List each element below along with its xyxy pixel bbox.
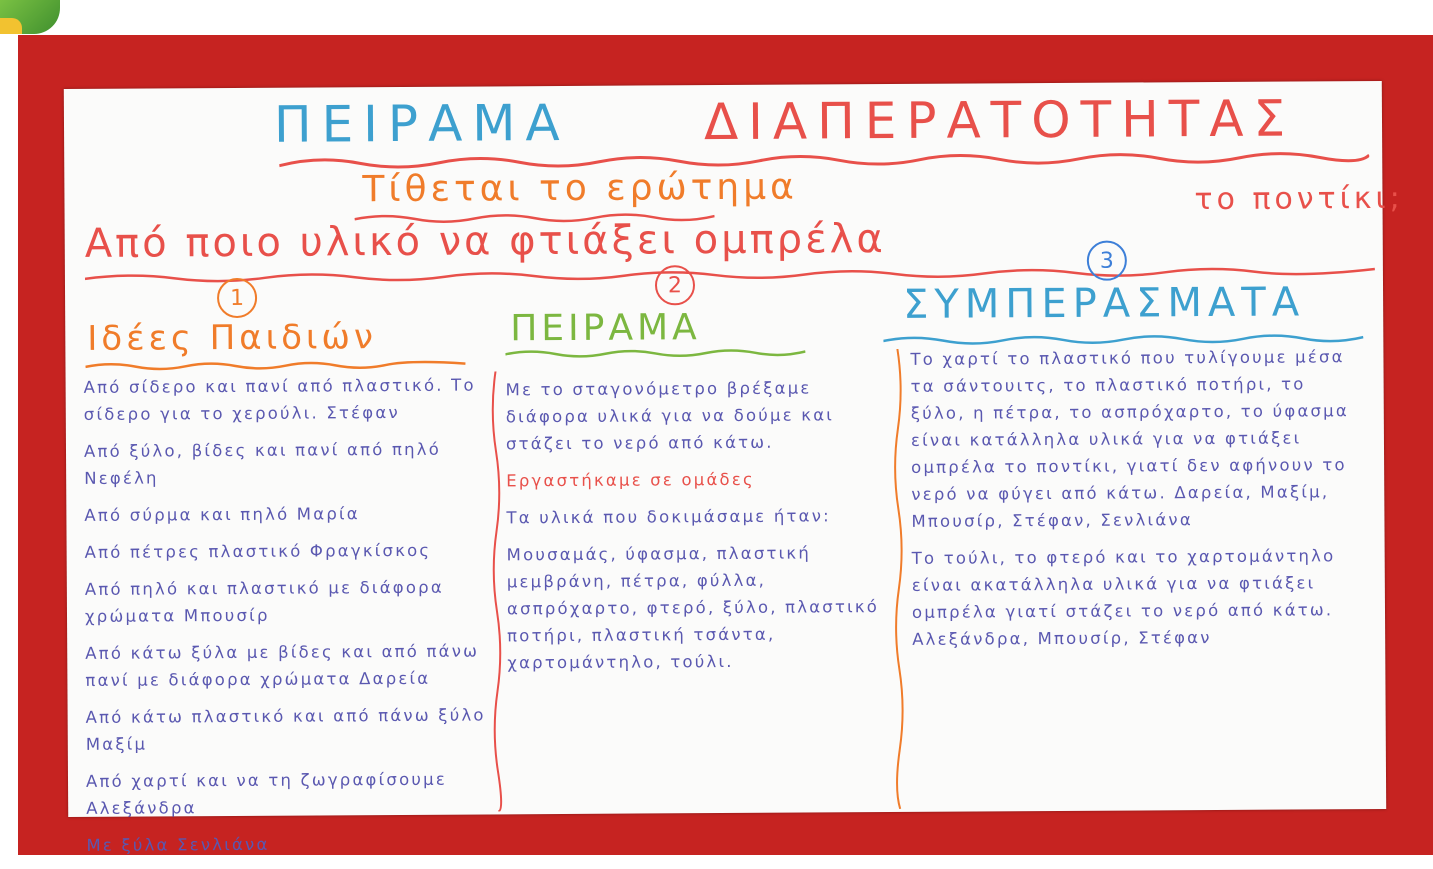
poster-subtitle: Τίθεται το ερώτημα bbox=[362, 166, 798, 211]
ideas-line: Από χαρτί και να τη ζωγραφίσουμε Αλεξάνδρα bbox=[85, 769, 447, 818]
conclusions-heading: ΣΥΜΠΕΡΑΣΜΑΤΑ bbox=[902, 279, 1306, 328]
ideas-column bbox=[84, 371, 492, 868]
ideas-line: Από κάτω πλαστικό και από πάνω ξύλο Μαξίμ bbox=[85, 705, 486, 754]
poster-question: Από ποιο υλικό να φτιάξει ομπρέλα bbox=[84, 216, 886, 267]
experiment-column bbox=[506, 374, 893, 686]
experiment-heading: ΠΕΙΡΑΜΑ bbox=[510, 307, 701, 350]
section-number-2: 2 bbox=[655, 265, 695, 305]
ideas-heading: Ιδέες Παιδιών bbox=[87, 317, 378, 359]
ideas-line: Από ξύλο, βίδες και πανί από πηλό Νεφέλη bbox=[83, 439, 442, 488]
ideas-line: Με ξύλα Σενλιάνα bbox=[86, 834, 270, 855]
section-number-1: 1 bbox=[217, 278, 257, 318]
experiment-line: Με το σταγονόμετρο βρέξαμε διάφορα υλικά για να δούμε και στάζει το νερό από κάτω. bbox=[505, 378, 835, 454]
ideas-line: Από πηλό και πλαστικό με διάφορα χρώματα Μπουσίρ bbox=[84, 577, 444, 626]
experiment-line: Τα υλικά που δοκιμάσαμε ήταν: bbox=[506, 506, 831, 528]
ideas-line: Από σίδερο και πανί από πλαστικό. Το σίδερο για το χερούλι. Στέφαν bbox=[83, 375, 476, 424]
ideas-line: Από πέτρες πλαστικό Φραγκίσκος bbox=[84, 540, 432, 562]
ideas-line: Από κάτω ξύλα με βίδες και από πάνω πανί με διάφορα χρώματα Δαρεία bbox=[85, 641, 480, 690]
experiment-line: Μουσαμάς, ύφασμα, πλαστική μεμβράνη, πέτρα, φύλλα, ασπρόχαρτο, φτερό, ξύλο, πλαστικό ποτήρι, πλαστική τσάντα, χαρτομάντηλο, τούλι. bbox=[506, 543, 880, 673]
poster-title-left: ΠΕΙΡΑΜΑ bbox=[273, 93, 570, 154]
experiment-line: Εργαστήκαμε σε ομάδες bbox=[506, 469, 755, 491]
corner-logo bbox=[0, 0, 60, 34]
poster-title-right: ΔΙΑΠΕΡΑΤΟΤΗΤΑΣ bbox=[703, 89, 1296, 152]
ideas-line: Από σύρμα και πηλό Μαρία bbox=[84, 504, 360, 525]
poster-question-extra: το ποντίκι; bbox=[1194, 180, 1404, 218]
poster-paper bbox=[64, 81, 1404, 855]
conclusions-column bbox=[910, 343, 1362, 663]
experiment-underline bbox=[505, 347, 805, 361]
ideas-underline bbox=[85, 359, 465, 373]
section-number-3: 3 bbox=[1087, 241, 1127, 281]
conclusions-line: Το τούλι, το φτερό και το χαρτομάντηλο είναι ακατάλληλα υλικά για να φτιάξει ομπρέλα γιατί στάζει το νερό από κάτω. Αλεξάνδρα, Μπουσίρ, Στέφαν bbox=[911, 546, 1336, 649]
conclusions-line: Το χαρτί το πλαστικό που τυλίγουμε μέσα τα σάντουιτς, το πλαστικό ποτήρι, το ξύλο, η πέτρα, το ασπρόχαρτο, το ύφασμα είναι κατάλληλα υλικά για να φτιάξει ομπρέλα το ποντίκι, γιατί δεν αφήνουν το νερό να φύγει από κάτω. Δαρεία, Μαξίμ, Μπουσίρ, Στέφαν, Σενλιάνα bbox=[910, 347, 1349, 531]
